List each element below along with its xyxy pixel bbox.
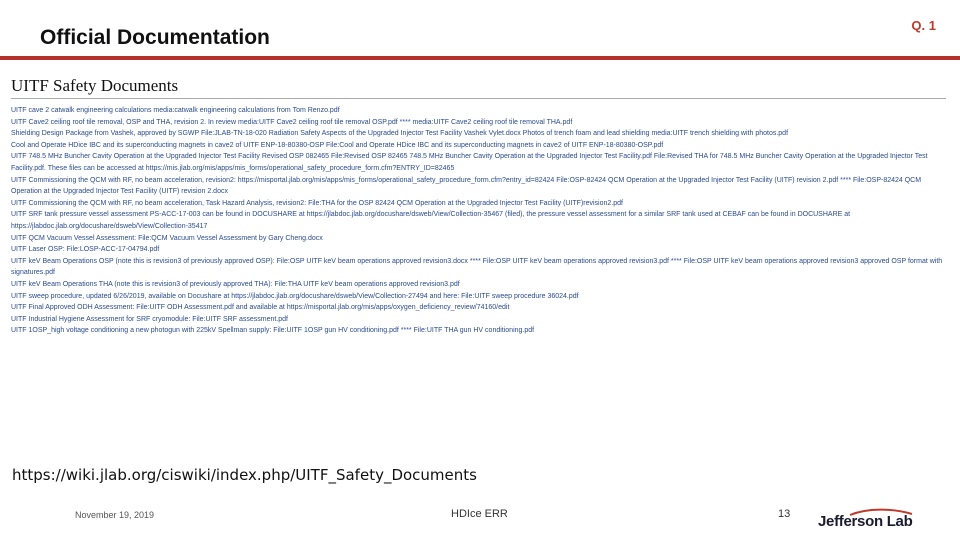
- slide-number: 13: [778, 508, 791, 520]
- jefferson-lab-logo: [812, 506, 932, 536]
- list-item[interactable]: Shielding Design Package from Vashek, approved by SGWP File:JLAB-TN-18-020 Radiation Safety Aspects of the Upgraded Injector Test Facility Vashek Vylet.docx Photos of trench foam and lead shielding media:UITF trench shielding with photos.pdf: [11, 130, 789, 138]
- list-item[interactable]: UITF keV Beam Operations THA (note this is revision3 of previously approved THA): File:THA UITF keV beam operations approved revision3.pdf: [11, 280, 460, 288]
- wiki-document-list: [11, 105, 948, 337]
- list-item[interactable]: UITF QCM Vacuum Vessel Assessment: File:QCM Vacuum Vessel Assessment by Gary Cheng.docx: [11, 234, 323, 242]
- list-item[interactable]: UITF Commissioning the QCM with RF, no beam acceleration, Task Hazard Analysis, revision2: File:THA for the OSP 82424 QCM Operation at the Upgraded Injector Test Facility (UITF)revision2.pdf: [11, 199, 623, 207]
- list-item[interactable]: UITF keV Beam Operations OSP (note this is revision3 of previously approved OSP): File:OSP UITF keV beam operations approved revision3.docx **** File:OSP UITF keV beam operations approved revision3.pdf **** File:OSP UITF keV beam operations approved revision3 approved OSP format with signatures.pdf: [11, 257, 943, 277]
- list-item[interactable]: UITF SRF tank pressure vessel assessment PS-ACC-17-003 can be found in DOCUSHARE at https://jlabdoc.jlab.org/docushare/dsweb/View/Collection-35467 (filed), the pressure vessel assessment for a similar SRF tank used at CEBAF can be found in DOCUSHARE at https://jlabdoc.jlab.org/docushare/dsweb/View/Collection-35417: [11, 211, 851, 230]
- title-divider: [0, 56, 960, 60]
- list-item[interactable]: UITF Final Approved ODH Assessment: File:UITF ODH Assessment.pdf and available at https://misportal.jlab.org/mis/apps/oxygen_deficiency_review/74160/edit: [11, 304, 510, 312]
- list-item[interactable]: UITF 748.5 MHz Buncher Cavity Operation at the Upgraded Injector Test Facility Revised OSP 082465 File:Revised OSP 82465 748.5 MHz Buncher Cavity Operation at the Upgraded Injector Test Facility.pdf File:Revised THA for 748.5 MHz Buncher Cavity Operation at the Upgraded Injector Test Facility.pdf. These files can be accessed at https://mis.jlab.org/mis/apps/mis_forms/operational_safety_procedure_form.cfm?ENTRY_ID=82465: [11, 153, 928, 172]
- footer-presentation-name: HDIce ERR: [451, 508, 508, 520]
- list-item[interactable]: UITF Cave2 ceiling roof tile removal, OSP and THA, revision 2. In review media:UITF Cave2 ceiling roof tile removal OSP.pdf **** media:UITF Cave2 ceiling roof tile removal THA.pdf: [11, 118, 573, 126]
- slide-title: Official Documentation: [40, 26, 270, 49]
- list-item[interactable]: Cool and Operate HDice IBC and its superconducting magnets in cave2 of UITF ENP-18-80380-OSP File:Cool and Operate HDice IBC and its superconducting magnets in cave2 of UITF ENP-18-80380-OSP.pdf: [11, 141, 664, 149]
- list-item[interactable]: UITF 1OSP_high voltage conditioning a new photogun with 225kV Spellman supply: File:UITF 1OSP gun HV conditioning.pdf **** File:UITF THA gun HV conditioning.pdf: [11, 327, 535, 335]
- list-item[interactable]: UITF Commissioning the QCM with RF, no beam acceleration, revision2: https://misportal.jlab.org/mis/apps/mis_forms/operational_safety_procedure_form.cfm?entry_id=82424 File:OSP-82424 QCM Operation at the Upgraded Injector Test Facility (UITF) revision 2.pdf **** File:OSP-82424 QCM Operation at the Upgraded Injector Test Facility (UITF) revision 2.docx: [11, 176, 922, 196]
- wiki-page-heading: UITF Safety Documents: [11, 76, 179, 95]
- footer-date: November 19, 2019: [75, 510, 155, 520]
- wiki-screenshot: [8, 70, 948, 420]
- logo-text: Jefferson Lab: [818, 513, 913, 530]
- list-item[interactable]: UITF Laser OSP: File:LOSP-ACC-17-04794.pdf: [11, 246, 160, 254]
- list-item[interactable]: UITF Industrial Hygiene Assessment for SRF cryomodule: File:UITF SRF assessment.pdf: [11, 315, 288, 323]
- slide-question-tag: Q. 1: [911, 18, 936, 33]
- wiki-url[interactable]: https://wiki.jlab.org/ciswiki/index.php/UITF_Safety_Documents: [12, 466, 477, 484]
- wiki-heading-divider: [11, 98, 946, 99]
- list-item[interactable]: UITF sweep procedure, updated 6/26/2019, available on Docushare at https://jlabdoc.jlab.org/docushare/dsweb/View/Collection-27494 and here: File:UITF sweep procedure 36024.pdf: [11, 292, 579, 300]
- list-item[interactable]: UITF cave 2 catwalk engineering calculations media:catwalk engineering calculations from Tom Renzo.pdf: [11, 107, 340, 114]
